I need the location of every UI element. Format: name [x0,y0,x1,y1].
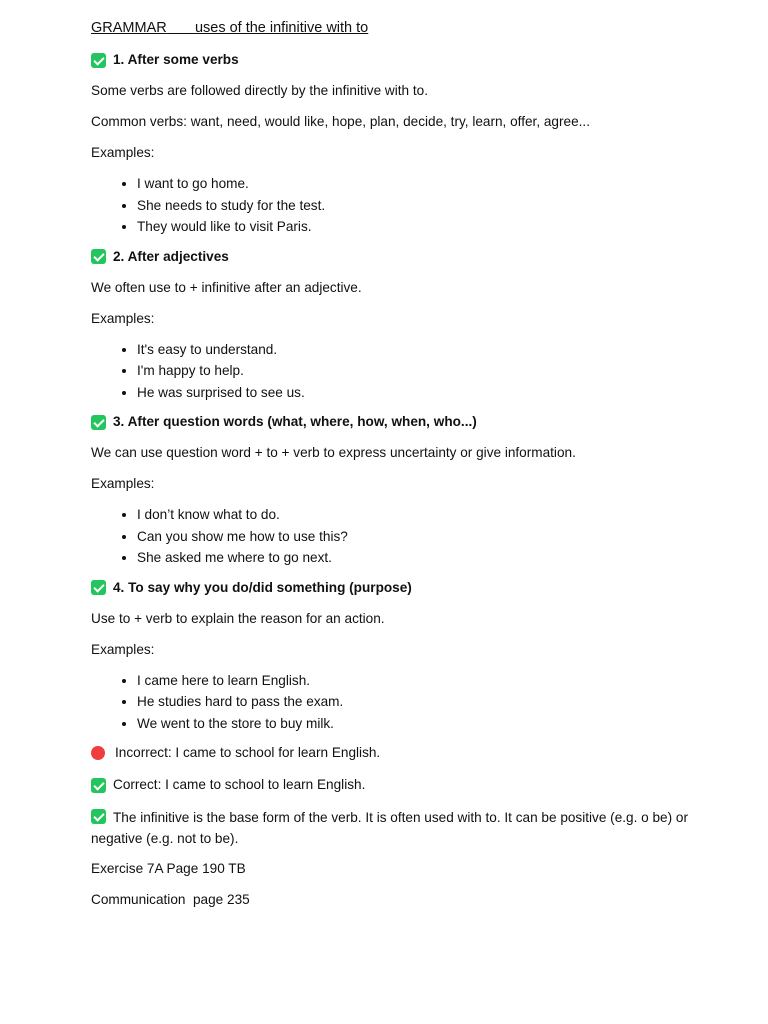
examples-list [91,504,691,569]
example-item: • He studies hard to pass the exam. [137,691,691,713]
example-item: • I don’t know what to do. [137,504,691,526]
title-spacer [167,20,195,36]
section-heading-text: 4. To say why you do/did something (purpose) [113,579,412,595]
example-item: • It's easy to understand. [137,339,691,361]
section-text: We often use to + infinitive after an adjective. [91,279,362,295]
examples-label: Examples: [91,641,155,657]
examples-label: Examples: [91,145,155,160]
check-mark-icon [91,415,106,430]
example-item: • I'm happy to help. [137,360,691,382]
communication-reference: Communication page 235 [91,892,250,907]
page-title [91,18,691,38]
examples-list [91,670,691,735]
section-heading-text: 2. After adjectives [113,248,229,264]
example-item: • I want to go home. [137,173,691,195]
example-item: • She asked me where to go next. [137,547,691,569]
example-item: • We went to the store to buy milk. [137,713,691,735]
exercise-reference: Exercise 7A Page 190 TB [91,861,246,876]
red-circle-icon [91,746,105,760]
examples-list [91,339,691,404]
section-text: We can use question word + to + verb to express uncertainty or give information. [91,445,576,460]
section-text: Common verbs: want, need, would like, hope, plan, decide, try, learn, offer, agree... [91,114,590,129]
incorrect-text: Incorrect: I came to school for learn English. [115,745,381,760]
check-mark-icon [91,809,106,824]
section-heading-text: 1. After some verbs [113,52,239,67]
section-heading [91,412,691,432]
example-item: • She needs to study for the test. [137,195,691,217]
correct-text: Correct: I came to school to learn English. [113,777,366,792]
example-item: • Can you show me how to use this? [137,526,691,548]
section-heading [91,578,691,598]
example-item: • He was surprised to see us. [137,382,691,404]
check-mark-icon [91,249,106,264]
note-text: The infinitive is the base form of the verb. It is often used with to. It can be positive (e.g. o be) or negative (e.g. not to be). [91,810,689,846]
document-page [91,18,691,921]
examples-label: Examples: [91,476,155,491]
check-mark-icon [91,580,106,595]
check-mark-icon [91,53,106,68]
title-topic: uses of the infinitive with to [194,20,369,36]
section-heading [91,247,691,267]
example-item: • I came here to learn English. [137,670,691,692]
check-mark-icon [91,778,106,793]
section-heading [91,50,691,70]
section-heading-text: 3. After question words (what, where, how, when, who...) [113,414,477,429]
examples-list [91,173,691,238]
examples-label: Examples: [91,310,155,326]
correct-example [91,775,691,795]
section-text: Some verbs are followed directly by the infinitive with to. [91,83,428,98]
section-text: Use to + verb to explain the reason for an action. [91,610,385,626]
incorrect-example [91,743,691,763]
title-grammar: GRAMMAR [91,20,167,36]
infinitive-note [91,807,691,849]
example-item: • They would like to visit Paris. [137,216,691,238]
